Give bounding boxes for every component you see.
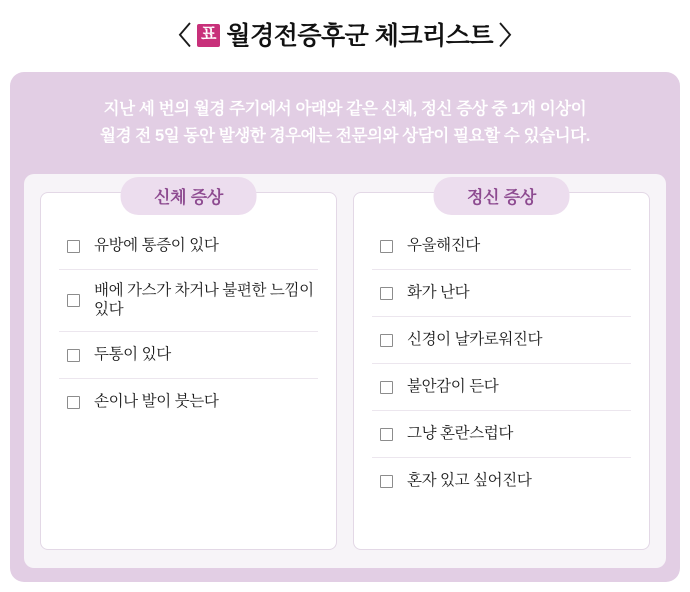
page-title — [0, 0, 690, 72]
physical-symptom-list — [59, 223, 318, 425]
column-physical-symptoms — [40, 188, 337, 550]
list-item[interactable] — [59, 332, 318, 379]
intro-banner — [10, 72, 680, 171]
list-item-label: 배에 가스가 차거나 불편한 느낌이 있다 — [94, 282, 314, 318]
title-bracket-right: 〉 — [499, 21, 525, 50]
list-item-label: 신경이 날카로워진다 — [407, 330, 543, 348]
intro-line-1: 지난 세 번의 월경 주기에서 아래와 같은 신체, 정신 증상 중 1개 이상이 — [103, 100, 587, 118]
checkbox-icon[interactable] — [380, 287, 393, 300]
checkbox-icon[interactable] — [380, 334, 393, 347]
list-item-label: 우울해진다 — [407, 236, 480, 254]
list-item-label: 그냥 혼란스럽다 — [407, 424, 513, 442]
list-item[interactable] — [372, 458, 631, 504]
checkbox-icon[interactable] — [380, 428, 393, 441]
checkbox-icon[interactable] — [67, 396, 80, 409]
list-item-label: 화가 난다 — [407, 283, 470, 301]
intro-line-2: 월경 전 5일 동안 발생한 경우에는 전문의와 상담이 필요할 수 있습니다. — [100, 126, 590, 145]
list-item-label: 혼자 있고 싶어진다 — [407, 471, 532, 489]
checkbox-icon[interactable] — [380, 381, 393, 394]
symptom-columns — [24, 174, 666, 568]
checklist-card — [10, 72, 680, 582]
list-item[interactable] — [372, 223, 631, 270]
checkbox-icon[interactable] — [67, 240, 80, 253]
list-item[interactable] — [59, 270, 318, 332]
title-badge: 표 — [197, 24, 220, 47]
list-item-label: 유방에 통증이 있다 — [94, 236, 219, 254]
page-title-text: 월경전증후군 체크리스트 — [226, 21, 494, 50]
list-item[interactable] — [372, 364, 631, 411]
list-item[interactable] — [372, 317, 631, 364]
list-item[interactable] — [372, 411, 631, 458]
list-item[interactable] — [372, 270, 631, 317]
list-item-label: 손이나 발이 붓는다 — [94, 392, 219, 410]
checkbox-icon[interactable] — [67, 349, 80, 362]
checkbox-icon[interactable] — [380, 240, 393, 253]
checkbox-icon[interactable] — [380, 475, 393, 488]
mental-symptom-list — [372, 223, 631, 504]
list-item-label: 두통이 있다 — [94, 345, 171, 363]
checkbox-icon[interactable] — [67, 294, 80, 307]
column-title-physical: 신체 증상 — [120, 177, 257, 215]
list-item[interactable] — [59, 223, 318, 270]
list-item-label: 불안감이 든다 — [407, 377, 499, 395]
column-mental-symptoms — [353, 188, 650, 550]
column-title-mental: 정신 증상 — [433, 177, 570, 215]
list-item[interactable] — [59, 379, 318, 425]
title-bracket-left: 〈 — [165, 21, 191, 50]
